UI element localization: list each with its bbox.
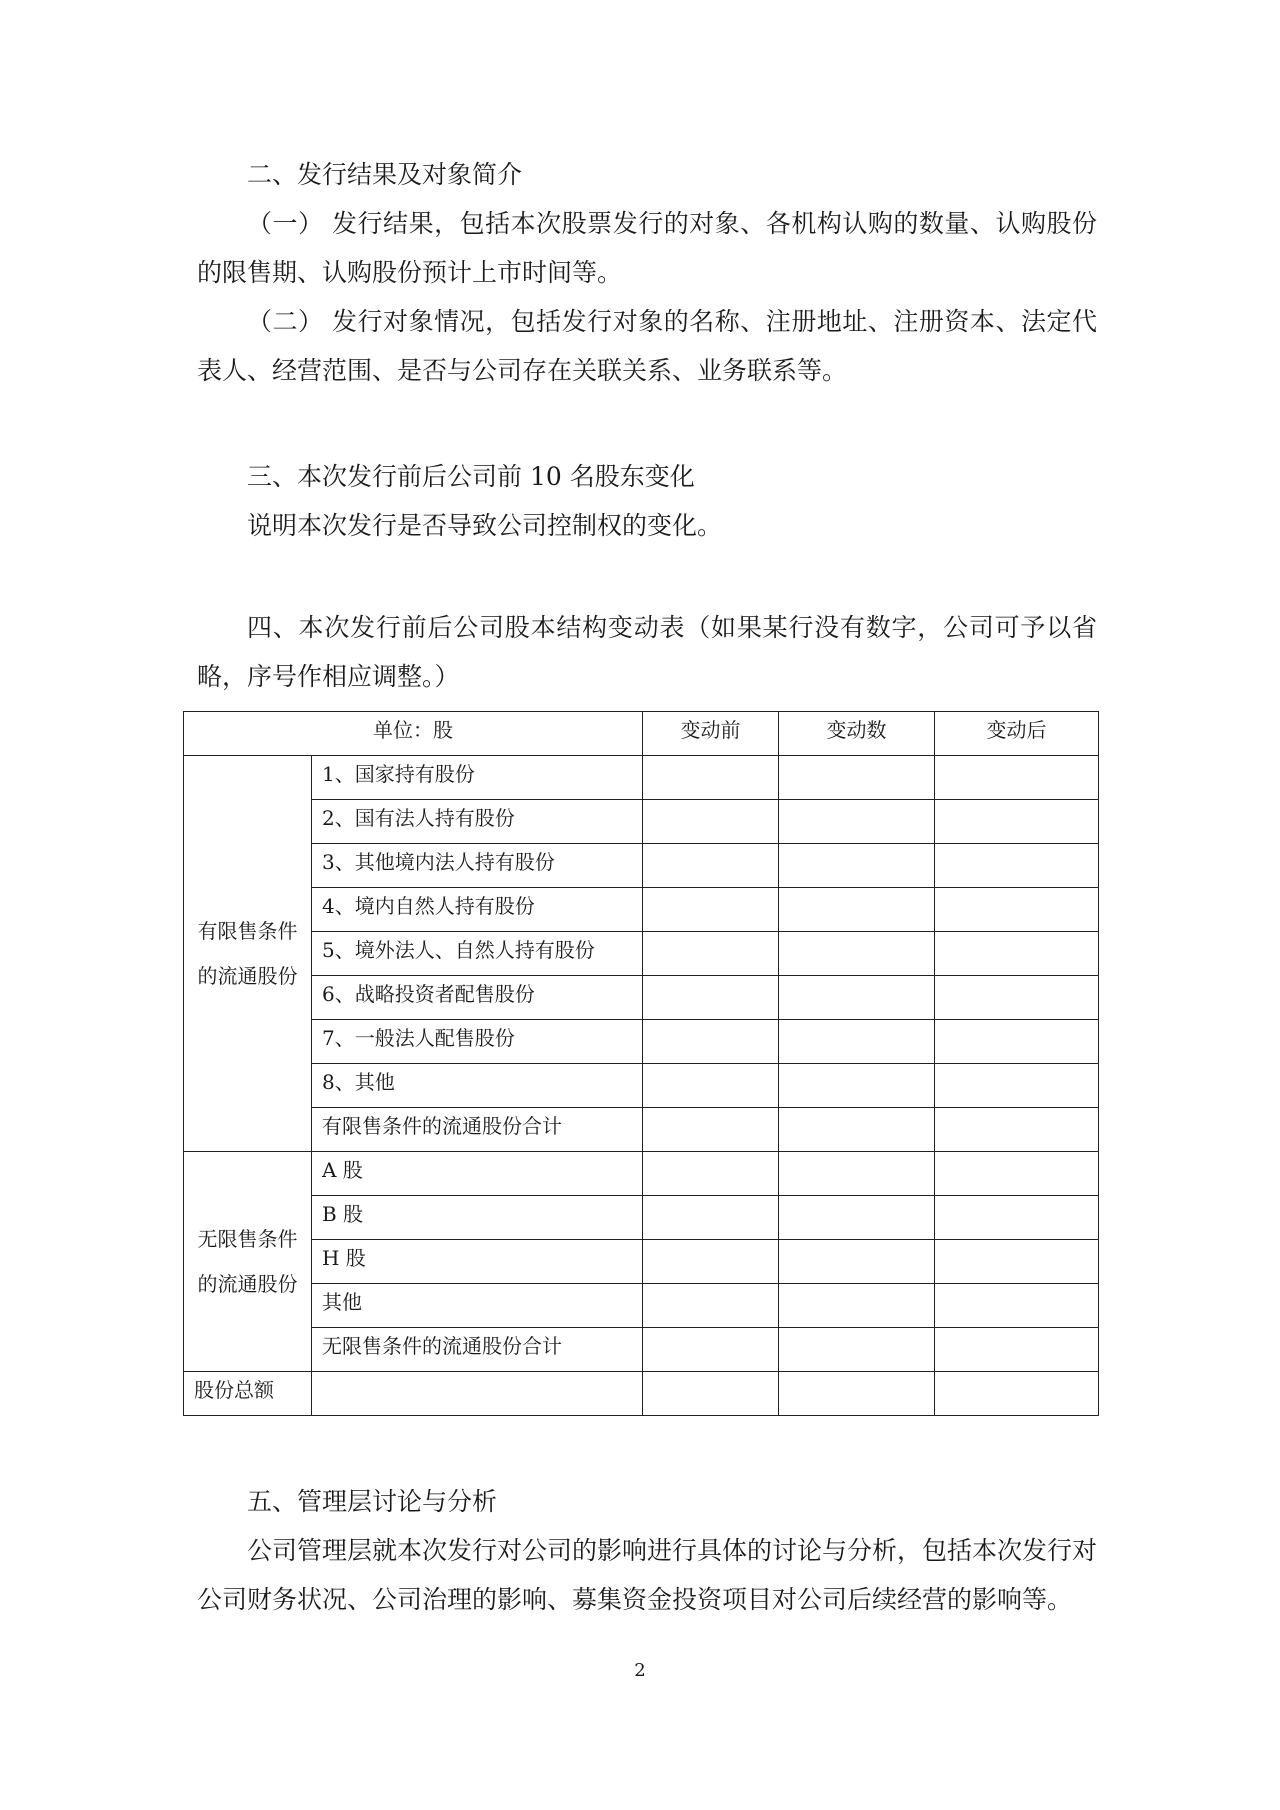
section2-item1: （一） 发行结果，包括本次股票发行的对象、各机构认购的数量、认购股份的限售期、认购股份预计上市时间等。 bbox=[197, 209, 1097, 287]
table-total-row bbox=[184, 1372, 1099, 1416]
table-row bbox=[184, 1064, 1099, 1108]
header-before: 变动前 bbox=[643, 712, 779, 756]
section2-heading: 二、发行结果及对象简介 bbox=[247, 160, 523, 189]
table-row bbox=[184, 1284, 1099, 1328]
header-change: 变动数 bbox=[779, 712, 935, 756]
row-label: 1、国家持有股份 bbox=[312, 756, 643, 800]
table-row bbox=[184, 1020, 1099, 1064]
table-row bbox=[184, 932, 1099, 976]
table-row bbox=[184, 976, 1099, 1020]
table-header-row bbox=[184, 712, 1099, 756]
row-label: 3、其他境内法人持有股份 bbox=[312, 844, 643, 888]
unrestricted-group-label: 无限售条件的流通股份 bbox=[184, 1152, 312, 1372]
row-label: 2、国有法人持有股份 bbox=[312, 800, 643, 844]
header-after: 变动后 bbox=[935, 712, 1099, 756]
table-row bbox=[184, 756, 1099, 800]
row-label: A 股 bbox=[312, 1152, 643, 1196]
row-label: 其他 bbox=[312, 1284, 643, 1328]
restricted-group-label: 有限售条件的流通股份 bbox=[184, 756, 312, 1152]
section4-heading: 四、本次发行前后公司股本结构变动表（如果某行没有数字，公司可予以省略，序号作相应调整。） bbox=[197, 613, 1097, 691]
row-label: H 股 bbox=[312, 1240, 643, 1284]
section3-body: 说明本次发行是否导致公司控制权的变化。 bbox=[247, 511, 723, 540]
row-label: 6、战略投资者配售股份 bbox=[312, 976, 643, 1020]
table-row bbox=[184, 800, 1099, 844]
row-label: B 股 bbox=[312, 1196, 643, 1240]
section2-item2: （二） 发行对象情况，包括发行对象的名称、注册地址、注册资本、法定代表人、经营范围、是否与公司存在关联关系、业务联系等。 bbox=[197, 307, 1097, 385]
row-label: 有限售条件的流通股份合计 bbox=[312, 1108, 643, 1152]
table-row bbox=[184, 1152, 1099, 1196]
table-row bbox=[184, 1240, 1099, 1284]
table-row bbox=[184, 888, 1099, 932]
section5-body: 公司管理层就本次发行对公司的影响进行具体的讨论与分析，包括本次发行对公司财务状况、公司治理的影响、募集资金投资项目对公司后续经营的影响等。 bbox=[197, 1536, 1098, 1614]
total-label: 股份总额 bbox=[184, 1372, 312, 1416]
table-row bbox=[184, 1196, 1099, 1240]
header-unit: 单位：股 bbox=[184, 712, 643, 756]
row-label: 8、其他 bbox=[312, 1064, 643, 1108]
capital-structure-table bbox=[183, 711, 1099, 1416]
table-row bbox=[184, 1328, 1099, 1372]
section5-heading: 五、管理层讨论与分析 bbox=[247, 1487, 498, 1516]
row-label: 4、境内自然人持有股份 bbox=[312, 888, 643, 932]
page-number: 2 bbox=[634, 1660, 646, 1681]
section3-heading: 三、本次发行前后公司前 10 名股东变化 bbox=[247, 462, 695, 491]
table-row bbox=[184, 844, 1099, 888]
table-row bbox=[184, 1108, 1099, 1152]
row-label: 无限售条件的流通股份合计 bbox=[312, 1328, 643, 1372]
row-label: 7、一般法人配售股份 bbox=[312, 1020, 643, 1064]
row-label: 5、境外法人、自然人持有股份 bbox=[312, 932, 643, 976]
